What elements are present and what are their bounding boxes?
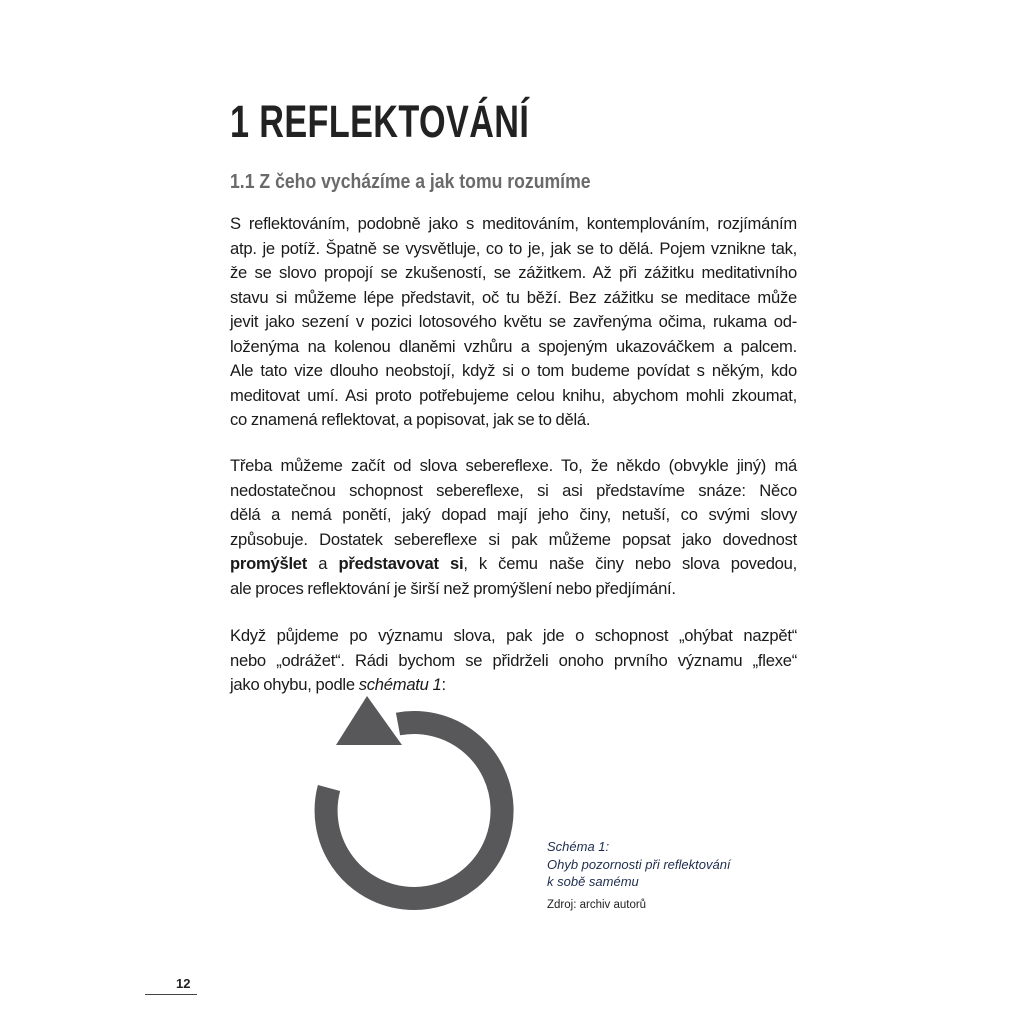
bold-term: představovat si [338, 554, 464, 573]
chapter-title: 1 REFLEKTOVÁNÍ [230, 96, 530, 147]
text-fragment: jako ohybu, podle [230, 675, 359, 694]
text-line-with-bold [230, 552, 797, 577]
text-line: způsobuje. Dostatek sebereflexe si pak můžeme popsat jako dovednost [230, 529, 797, 549]
text-fragment: a [307, 554, 339, 573]
figure-reference: schématu 1 [358, 675, 442, 694]
circle-arc [326, 723, 502, 899]
text-line: atp. je potíž. Špatně se vysvětluje, co to je, jak se to dělá. Pojem vznikne tak, [230, 238, 797, 258]
text-line: co znamená reflektovat, a popisovat, jak se to dělá. [230, 410, 591, 429]
arrow-head [336, 696, 402, 745]
bold-term: promýšlet [230, 554, 308, 573]
text-line: meditovat umí. Asi proto potřebujeme celou knihu, abychom mohli zkoumat, [230, 385, 797, 405]
section-title: 1.1 Z čeho vycházíme a jak tomu rozumíme [230, 170, 591, 193]
caption-label: Schéma 1: [547, 839, 610, 854]
figure-source: Zdroj: archiv autorů [547, 899, 647, 911]
page-number-rule [145, 994, 197, 995]
page-number: 12 [176, 976, 191, 991]
text-line: S reflektováním, podobně jako s meditováním, kontemplováním, rozjímáním [230, 214, 797, 233]
paragraph-2 [230, 454, 797, 601]
text-line: Třeba můžeme začít od slova sebereflexe. To, že někdo (obvykle jiný) má [230, 456, 797, 475]
paragraph-3 [230, 624, 797, 698]
text-fragment: : [441, 675, 446, 694]
text-line: nedostatečnou schopnost sebereflexe, si asi představíme snáze: Něco [230, 480, 797, 500]
text-line: stavu si můžeme lépe představit, oč tu běží. Bez zážitku se meditace může [230, 287, 797, 307]
counterclockwise-arrow-circle-icon [300, 690, 540, 930]
figure-caption [547, 838, 731, 891]
caption-text: Ohyb pozornosti při reflektování [547, 856, 731, 872]
text-line: že se slovo propojí se zkušeností, se zážitkem. Až při zážitku meditativního [230, 263, 797, 282]
text-line: Když půjdeme po významu slova, pak jde o schopnost „ohýbat nazpět“ [230, 626, 797, 645]
caption-text: k sobě samému [547, 874, 639, 889]
paragraph-1 [230, 212, 797, 433]
text-line: Ale tato vize dlouho neobstojí, když si o tom budeme povídat s někým, kdo [230, 361, 797, 380]
text-line: jevit jako sezení v pozici lotosového květu se zavřenýma očima, rukama od- [230, 312, 797, 331]
text-line: nebo „odrážet“. Rádi bychom se přidrželi onoho prvního významu „flexe“ [230, 650, 797, 670]
text-line: loženýma na kolenou dlaněmi vzhůru a spojeným ukazováčkem a palcem. [230, 336, 797, 356]
text-fragment: , k čemu naše činy nebo slova povedou, [463, 554, 797, 573]
text-line: ale proces reflektování je širší než promýšlení nebo předjímání. [230, 578, 676, 598]
text-line: dělá a nemá ponětí, jaký dopad mají jeho činy, netuší, co svými slovy [230, 505, 797, 524]
